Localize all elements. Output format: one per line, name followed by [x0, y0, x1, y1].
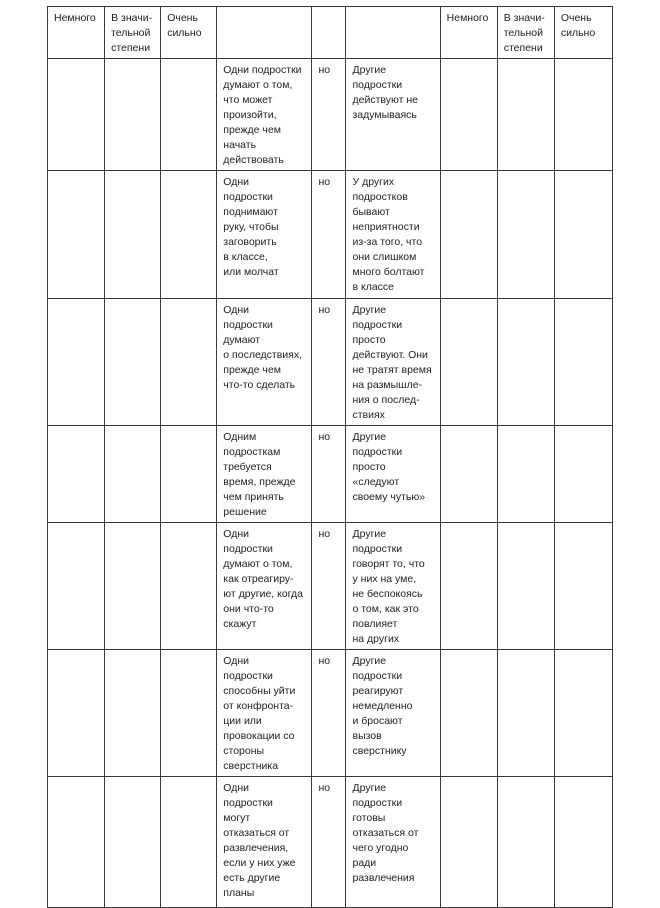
rating-right-considerably-cell[interactable]: [497, 523, 554, 650]
rating-left-very-much-cell[interactable]: [161, 59, 217, 171]
rating-right-very-much-cell[interactable]: [554, 299, 612, 426]
rating-right-considerably-cell[interactable]: [497, 59, 554, 171]
rating-right-somewhat-cell[interactable]: [440, 59, 497, 171]
header-left-very-much: Очень сильно: [161, 7, 217, 59]
conjunction: но: [312, 426, 346, 523]
rating-left-considerably-cell[interactable]: [105, 650, 161, 777]
statement-right: Другие подростки готовы отказаться от чего угодно ради развлечения: [346, 777, 440, 908]
rating-right-very-much-cell[interactable]: [554, 171, 612, 299]
statement-left: Одни подростки способны уйти от конфронта- ции или провокации со стороны сверстника: [217, 650, 312, 777]
rating-left-somewhat-cell[interactable]: [48, 523, 105, 650]
rating-left-somewhat-cell[interactable]: [48, 59, 105, 171]
rating-left-considerably-cell[interactable]: [105, 171, 161, 299]
rating-right-very-much-cell[interactable]: [554, 426, 612, 523]
rating-right-very-much-cell[interactable]: [554, 59, 612, 171]
header-empty-statement-left: [217, 7, 312, 59]
rating-right-considerably-cell[interactable]: [497, 299, 554, 426]
conjunction: но: [312, 299, 346, 426]
rating-right-very-much-cell[interactable]: [554, 523, 612, 650]
statement-right: Другие подростки действуют не задумываясь: [346, 59, 440, 171]
conjunction: но: [312, 650, 346, 777]
rating-right-somewhat-cell[interactable]: [440, 523, 497, 650]
rating-left-somewhat-cell[interactable]: [48, 426, 105, 523]
rating-left-considerably-cell[interactable]: [105, 299, 161, 426]
statement-right: Другие подростки просто «следуют своему чутью»: [346, 426, 440, 523]
statement-right: Другие подростки реагируют немедленно и бросают вызов сверстнику: [346, 650, 440, 777]
rating-right-somewhat-cell[interactable]: [440, 426, 497, 523]
statement-row: [48, 59, 613, 171]
statement-left: Одни подростки думают о том, что может произойти, прежде чем начать действовать: [217, 59, 312, 171]
rating-left-very-much-cell[interactable]: [161, 299, 217, 426]
statement-right: Другие подростки говорят то, что у них на уме, не беспокоясь о том, как это повлияет на других: [346, 523, 440, 650]
rating-right-somewhat-cell[interactable]: [440, 171, 497, 299]
rating-left-very-much-cell[interactable]: [161, 523, 217, 650]
rating-left-very-much-cell[interactable]: [161, 650, 217, 777]
rating-right-considerably-cell[interactable]: [497, 426, 554, 523]
statement-row: [48, 523, 613, 650]
statement-row: [48, 426, 613, 523]
header-right-very-much: Очень сильно: [554, 7, 612, 59]
statement-left: Одним подросткам требуется время, прежде чем принять решение: [217, 426, 312, 523]
conjunction: но: [312, 171, 346, 299]
rating-right-considerably-cell[interactable]: [497, 171, 554, 299]
rating-left-somewhat-cell[interactable]: [48, 650, 105, 777]
rating-left-very-much-cell[interactable]: [161, 171, 217, 299]
rating-right-very-much-cell[interactable]: [554, 777, 612, 908]
header-row: [48, 7, 613, 59]
statement-left: Одни подростки думают о последствиях, прежде чем что-то сделать: [217, 299, 312, 426]
rating-left-somewhat-cell[interactable]: [48, 171, 105, 299]
rating-right-very-much-cell[interactable]: [554, 650, 612, 777]
header-empty-conjunction: [312, 7, 346, 59]
statement-row: [48, 650, 613, 777]
rating-left-very-much-cell[interactable]: [161, 426, 217, 523]
conjunction: но: [312, 523, 346, 650]
statement-row: [48, 777, 613, 908]
statement-left: Одни подростки поднимают руку, чтобы заговорить в классе, или молчат: [217, 171, 312, 299]
conjunction: но: [312, 777, 346, 908]
header-empty-statement-right: [346, 7, 440, 59]
header-left-somewhat: Немного: [48, 7, 105, 59]
header-left-considerably: В значи- тельной степени: [105, 7, 161, 59]
rating-right-somewhat-cell[interactable]: [440, 777, 497, 908]
rating-right-somewhat-cell[interactable]: [440, 299, 497, 426]
statement-right: У других подростков бывают неприятности из-за того, что они слишком много болтают в классе: [346, 171, 440, 299]
statement-row: [48, 171, 613, 299]
rating-right-considerably-cell[interactable]: [497, 650, 554, 777]
rating-left-somewhat-cell[interactable]: [48, 777, 105, 908]
header-right-somewhat: Немного: [440, 7, 497, 59]
statement-left: Одни подростки думают о том, как отреагиру- ют другие, когда они что-то скажут: [217, 523, 312, 650]
rating-right-considerably-cell[interactable]: [497, 777, 554, 908]
rating-left-considerably-cell[interactable]: [105, 426, 161, 523]
statement-row: [48, 299, 613, 426]
rating-left-considerably-cell[interactable]: [105, 59, 161, 171]
statement-right: Другие подростки просто действуют. Они не тратят время на размышле- ния о послед- ствиях: [346, 299, 440, 426]
statement-left: Одни подростки могут отказаться от развлечения, если у них уже есть другие планы: [217, 777, 312, 908]
rating-left-considerably-cell[interactable]: [105, 523, 161, 650]
rating-left-very-much-cell[interactable]: [161, 777, 217, 908]
survey-table: [47, 6, 613, 908]
rating-left-somewhat-cell[interactable]: [48, 299, 105, 426]
rating-right-somewhat-cell[interactable]: [440, 650, 497, 777]
header-right-considerably: В значи- тельной степени: [497, 7, 554, 59]
rating-left-considerably-cell[interactable]: [105, 777, 161, 908]
conjunction: но: [312, 59, 346, 171]
